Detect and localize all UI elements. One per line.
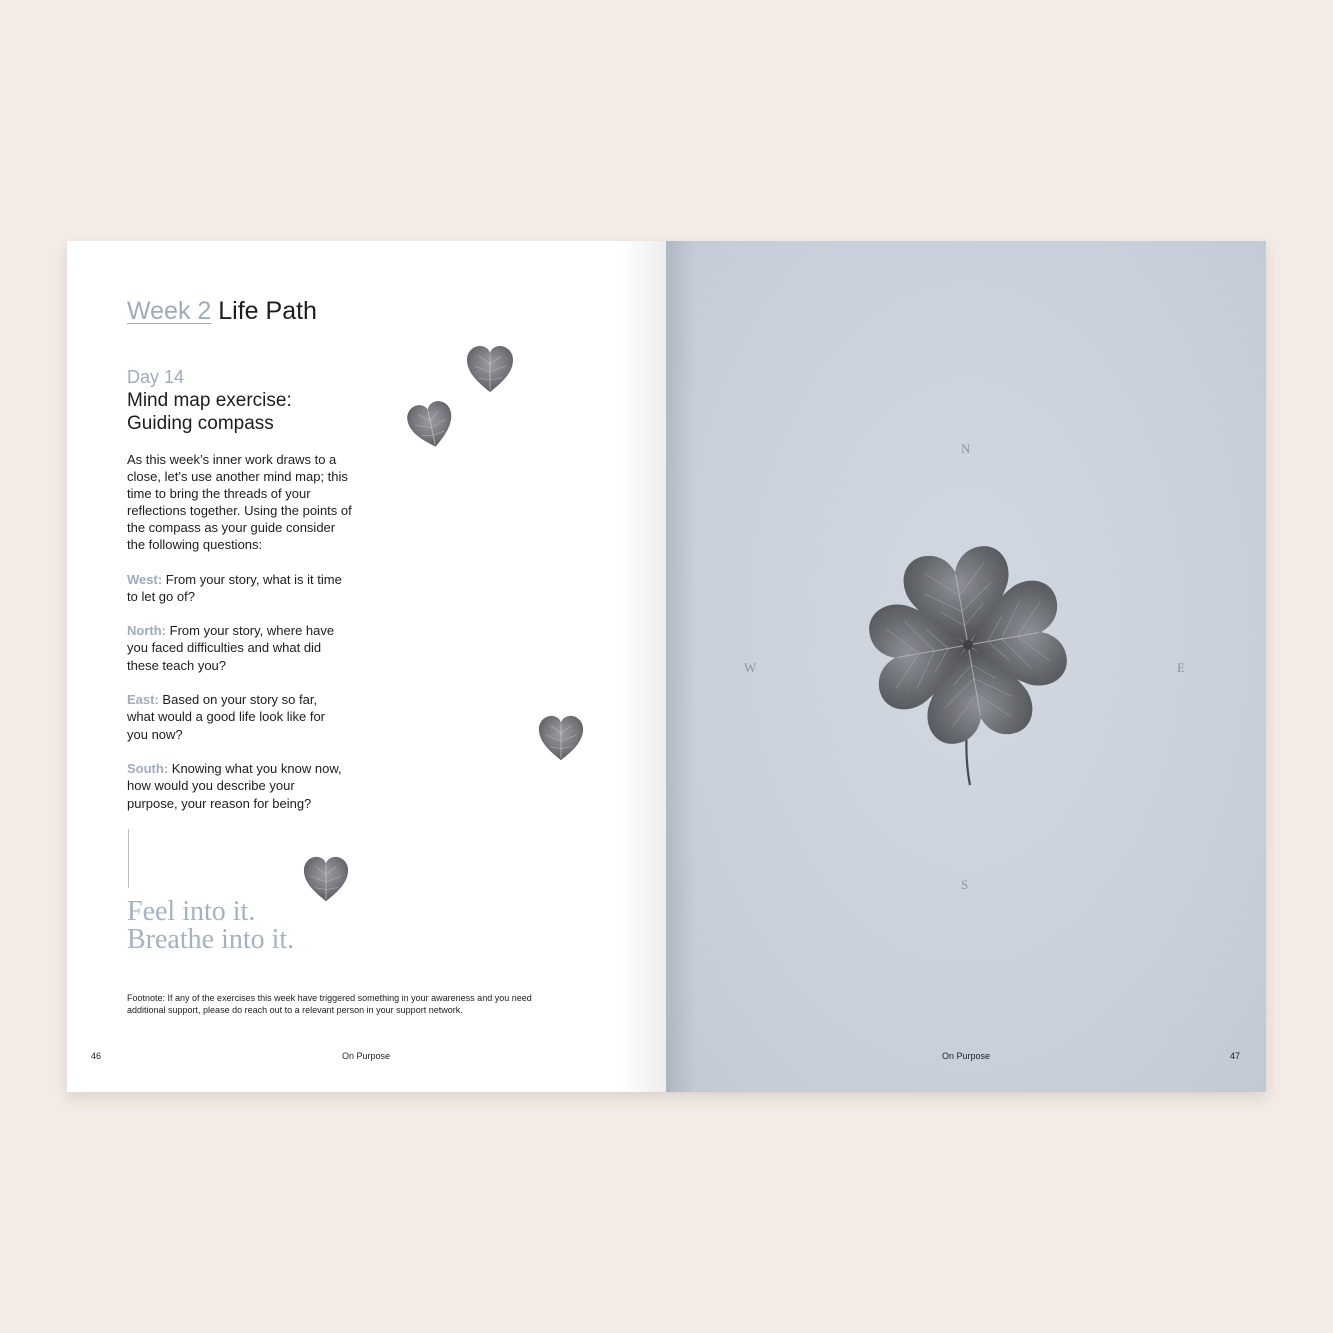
compass-south: S <box>961 877 969 892</box>
page-number: 47 <box>1230 1051 1241 1061</box>
left-page <box>67 241 666 1092</box>
heart-leaf-icon <box>403 397 460 454</box>
pull-quote <box>127 898 387 954</box>
intro-paragraph: As this week’s inner work draws to a close, let’s use another mind map; this time to bring the threads of your reflections together. Using the points of the compass as your guide consider the following questions: <box>127 452 352 552</box>
question-text: From your story, where have you faced difficulties and what did these teach you? <box>127 623 335 673</box>
question-text: From your story, what is it time to let go of? <box>127 572 342 605</box>
running-title: On Purpose <box>942 1051 991 1061</box>
compass-east: E <box>1177 660 1185 675</box>
question-label: North: <box>127 623 166 638</box>
week-label: Week 2 <box>127 297 212 325</box>
question-north <box>127 622 345 674</box>
exercise-title <box>127 389 367 435</box>
question-text: Based on your story so far, what would a good life look like for you now? <box>127 692 326 742</box>
question-text: Knowing what you know now, how would you describe your purpose, your reason for being? <box>127 761 342 811</box>
quote-line1: Feel into it. <box>127 896 256 927</box>
question-west <box>127 571 345 606</box>
day-label: Day 14 <box>127 367 185 387</box>
page-title <box>127 294 317 328</box>
quote-divider <box>128 829 129 888</box>
question-label: West: <box>127 572 163 587</box>
heart-leaf-icon <box>302 855 350 903</box>
question-south <box>127 760 345 812</box>
heart-leaf-icon <box>465 344 515 394</box>
running-title: On Purpose <box>342 1051 391 1061</box>
right-page <box>666 241 1266 1092</box>
compass-north: N <box>961 441 971 456</box>
week-title: Life Path <box>218 297 317 325</box>
compass-west: W <box>744 660 757 675</box>
footnote: Footnote: If any of the exercises this week have triggered something in your awareness and you need additional support, please do reach out to a relevant person in your support network. <box>127 993 532 1015</box>
exercise-title-line1: Mind map exercise: <box>127 390 292 411</box>
question-label: South: <box>127 761 169 776</box>
heart-leaf-icon <box>537 713 585 763</box>
four-leaf-clover-icon <box>846 523 1091 808</box>
book-spread <box>67 241 1266 1092</box>
quote-line2: Breathe into it. <box>127 924 295 955</box>
exercise-title-line2: Guiding compass <box>127 413 274 434</box>
question-label: East: <box>127 692 159 707</box>
question-east <box>127 691 345 743</box>
page-number: 46 <box>91 1051 102 1061</box>
